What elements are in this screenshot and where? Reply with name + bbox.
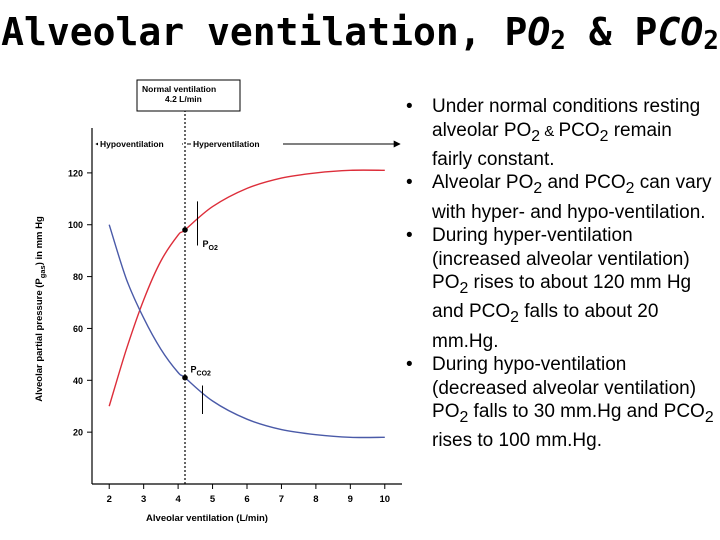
hypoventilation-label: Hypoventilation xyxy=(100,139,164,149)
y-tick-label: 80 xyxy=(72,272,83,283)
x-tick-label: 8 xyxy=(313,494,319,505)
pco2-curve-label: $P_{CO2}$ xyxy=(190,364,211,378)
x-tick-label: 5 xyxy=(209,494,216,505)
x-tick-label: 4 xyxy=(175,494,181,505)
x-axis-label: Alveolar ventilation (L/min) xyxy=(146,513,268,524)
y-tick-label: 100 xyxy=(67,220,83,231)
y-tick-label: 120 xyxy=(67,168,83,179)
bullet-item: • Under normal conditions resting alveolar $PO_2$ & $PCO_2$ remain fairly constant. xyxy=(404,95,716,171)
normal-ventilation-value: 4.2 L/min xyxy=(165,94,202,104)
x-tick-label: 2 xyxy=(106,494,112,505)
po2-curve-label: $P_{O2}$ xyxy=(202,238,218,252)
bullet-item: • During hyper-ventilation (increased alveolar ventilation) $PO_2$ rises to about 120 mm Hg and $PCO_2$ falls to about 20 mm.Hg. xyxy=(404,224,716,353)
x-tick-label: 3 xyxy=(141,494,147,505)
x-tick-label: 10 xyxy=(379,494,391,505)
bullet-item: • During hypo-ventilation (decreased alveolar ventilation) $PO_2$ falls to 30 mm.Hg and $PCO_2$ rises to 100 mm.Hg. xyxy=(404,353,716,453)
normal-ventilation-label: Normal ventilation xyxy=(142,84,217,94)
po2-curve xyxy=(109,170,385,406)
pco2-curve xyxy=(109,225,385,438)
y-tick-label: 20 xyxy=(72,427,83,438)
ventilation-chart xyxy=(30,78,405,533)
y-tick-label: 40 xyxy=(72,375,83,386)
x-tick-label: 7 xyxy=(278,494,285,505)
x-tick-label: 6 xyxy=(244,494,250,505)
y-tick-label: 60 xyxy=(72,323,83,334)
y-axis-label: Alveolar partial pressure $(P_{gas})$ in mm Hg xyxy=(34,216,47,402)
bullet-list xyxy=(404,95,716,453)
hyperventilation-label: Hyperventilation xyxy=(193,139,260,149)
bullet-item: • Alveolar $PO_2$ and $PCO_2$ can vary with hyper- and hypo-ventilation. xyxy=(404,171,716,224)
x-tick-label: 9 xyxy=(347,494,353,505)
slide-title: Alveolar ventilation, $PO_2$ & $PCO_2$ xyxy=(1,10,719,56)
